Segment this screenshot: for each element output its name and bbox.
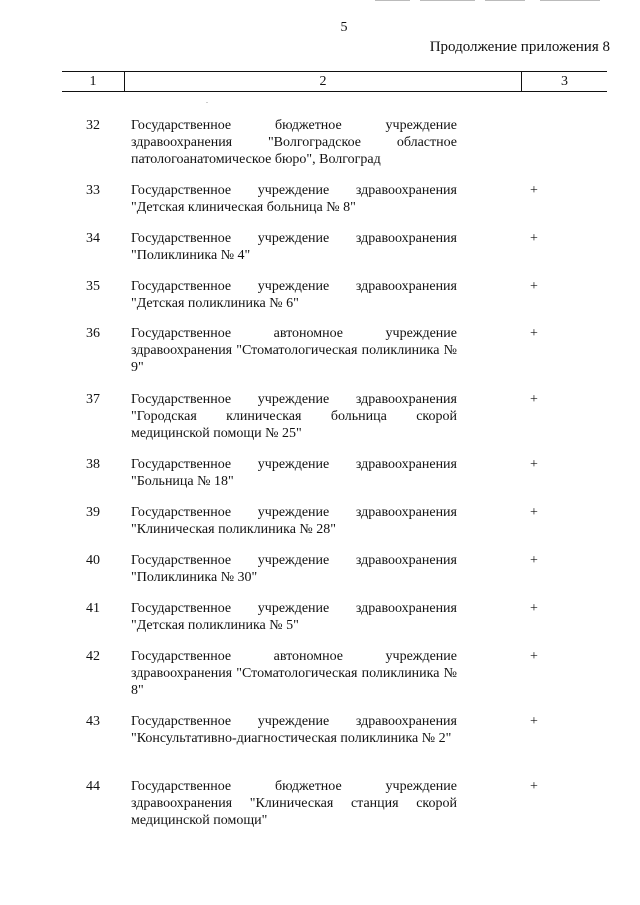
page-number: 5 bbox=[340, 20, 348, 35]
row-number: 39 bbox=[86, 505, 100, 520]
row-mark: + bbox=[530, 457, 538, 472]
institution-name: Государственное учреждение здравоохранения "Детская поликлиника № 5" bbox=[131, 601, 457, 633]
row-number: 43 bbox=[86, 714, 100, 729]
institution-name: Государственное учреждение здравоохранения "Детская поликлиника № 6" bbox=[131, 279, 457, 311]
row-mark: + bbox=[530, 231, 538, 246]
scan-edge-line bbox=[420, 0, 475, 1]
row-mark: + bbox=[530, 392, 538, 407]
row-mark: + bbox=[530, 779, 538, 794]
row-mark: + bbox=[530, 326, 538, 341]
institution-name: Государственное бюджетное учреждение здравоохранения "Волгоградское областное патологоанатомическое бюро", Волгоград bbox=[131, 118, 457, 167]
row-number: 40 bbox=[86, 553, 100, 568]
row-number: 36 bbox=[86, 326, 100, 341]
institution-name: Государственное учреждение здравоохранения "Клиническая поликлиника № 28" bbox=[131, 505, 457, 537]
row-number: 44 bbox=[86, 779, 100, 794]
row-mark: + bbox=[530, 714, 538, 729]
institution-name: Государственное учреждение здравоохранения "Консультативно-диагностическая поликлиника № 2" bbox=[131, 714, 457, 746]
scan-edge-line bbox=[485, 0, 525, 1]
row-number: 32 bbox=[86, 118, 100, 133]
institution-name: Государственное учреждение здравоохранения "Детская клиническая больница № 8" bbox=[131, 183, 457, 215]
column-header-3: 3 bbox=[561, 74, 568, 89]
row-number: 38 bbox=[86, 457, 100, 472]
row-number: 41 bbox=[86, 601, 100, 616]
row-mark: + bbox=[530, 279, 538, 294]
institution-name: Государственное учреждение здравоохранения "Поликлиника № 30" bbox=[131, 553, 457, 585]
institution-name: Государственное учреждение здравоохранения "Больница № 18" bbox=[131, 457, 457, 489]
row-number: 42 bbox=[86, 649, 100, 664]
row-mark: + bbox=[530, 649, 538, 664]
row-mark: + bbox=[530, 505, 538, 520]
row-mark: + bbox=[530, 553, 538, 568]
row-mark: + bbox=[530, 183, 538, 198]
column-header-1: 1 bbox=[89, 74, 97, 89]
row-number: 34 bbox=[86, 231, 100, 246]
row-number: 35 bbox=[86, 279, 100, 294]
institution-name: Государственное учреждение здравоохранения "Городская клиническая больница скорой медицинской помощи № 25" bbox=[131, 392, 457, 441]
institution-name: Государственное автономное учреждение здравоохранения "Стоматологическая поликлиника № 8" bbox=[131, 649, 457, 698]
row-number: 37 bbox=[86, 392, 100, 407]
institution-name: Государственное учреждение здравоохранения "Поликлиника № 4" bbox=[131, 231, 457, 263]
institution-name: Государственное автономное учреждение здравоохранения "Стоматологическая поликлиника № 9" bbox=[131, 326, 457, 375]
scan-speck bbox=[206, 102, 208, 103]
table-header bbox=[62, 71, 607, 92]
institution-name: Государственное бюджетное учреждение здравоохранения "Клиническая станция скорой медицинской помощи" bbox=[131, 779, 457, 828]
scan-edge-line bbox=[540, 0, 600, 1]
row-mark: + bbox=[530, 601, 538, 616]
scan-edge-line bbox=[375, 0, 410, 1]
continuation-title: Продолжение приложения 8 bbox=[429, 39, 610, 55]
row-number: 33 bbox=[86, 183, 100, 198]
column-header-2: 2 bbox=[319, 74, 327, 89]
